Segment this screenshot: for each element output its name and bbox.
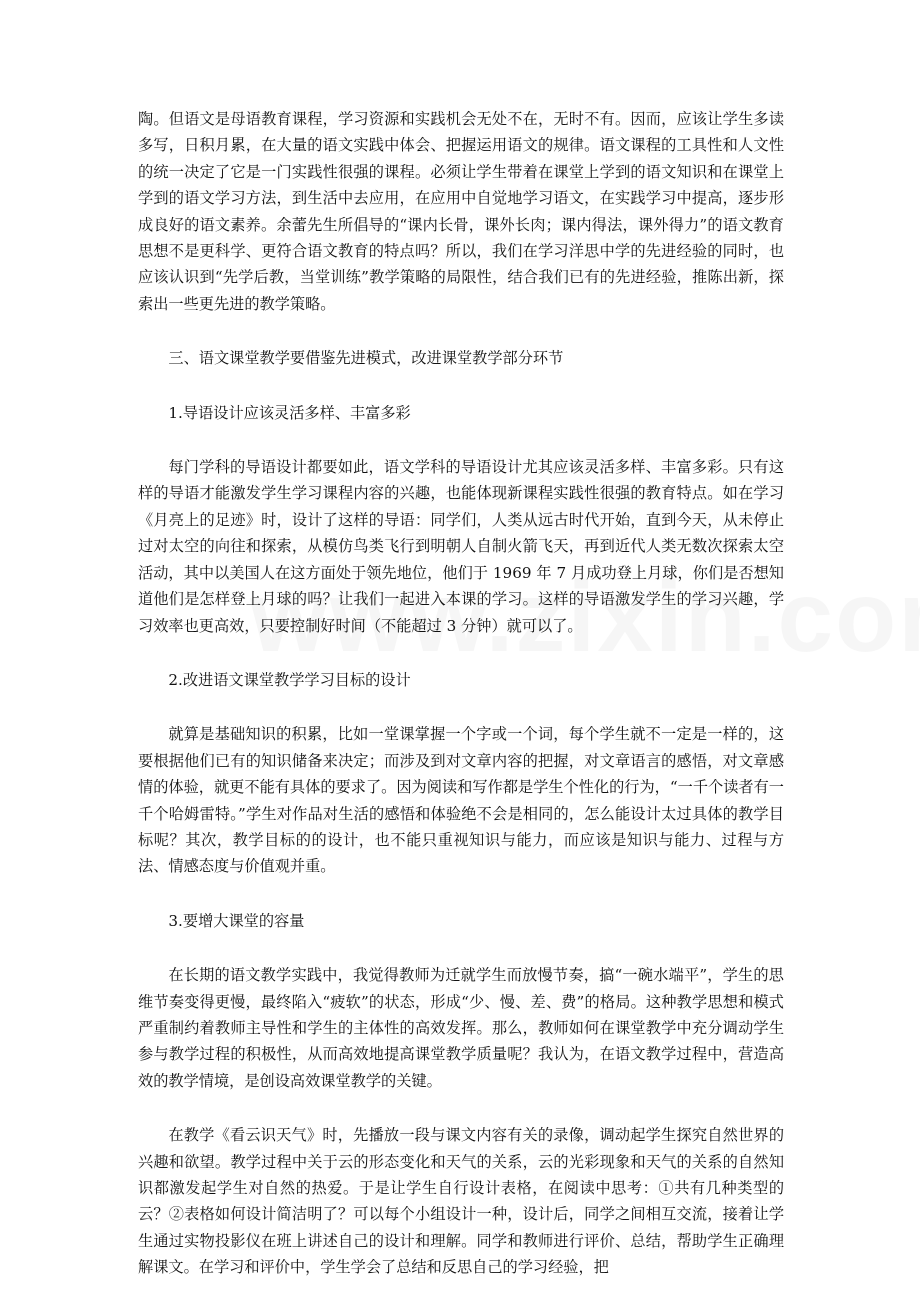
paragraph-learning-goals: 就算是基础知识的积累，比如一堂课掌握一个字或一个词，每个学生就不一定是一样的，这要根据他们已有的知识储备来决定；而涉及到对文章内容的把握，对文章语言的感悟，对文章感情的体验，就更不能有具体的要求了。因为阅读和写作都是学生个性化的行为，“一千个读者有一千个哈姆雷特。”学生对作品对生活的感悟和体验绝不会是相同的，怎么能设计太过具体的教学目标呢？其次，教学目标的的设计，也不能只重视知识与能力，而应该是知识与能力、过程与方法、情感态度与价值观并重。 xyxy=(138,725,784,876)
paragraph-classroom-capacity: 在长期的语文教学实践中，我觉得教师为迁就学生而放慢节奏，搞“一碗水端平”，学生的思维节奏变得更慢，最终陷入“疲软”的状态，形成“少、慢、差、费”的格局。这种教学思想和模式严重制约着教师主导性和学生的主体性的高效发挥。那么，教师如何在课堂教学中充分调动学生参与教学过程的积极性，从而高效地提高课堂教学质量呢？我认为，在语文教学过程中，营造高效的教学情境，是创设高效课堂教学的关键。 xyxy=(138,966,784,1090)
paragraph-intro: 陶。但语文是母语教育课程，学习资源和实践机会无处不在，无时不有。因而，应该让学生多读多写，日积月累，在大量的语文实践中体会、把握运用语文的规律。语文课程的工具性和人文性的统一决定了它是一门实践性很强的课程。必须让学生带着在课堂上学到的语文知识和在课堂上学到的语文学习方法，到生活中去应用，在应用中自觉地学习语文，在实践学习中提高，逐步形成良好的语文素养。余蕾先生所倡导的“课内长骨，课外长肉；课内得法，课外得力”的语文教育思想不是更科学、更符合语文教育的特点吗？所以，我们在学习洋思中学的先进经验的同时，也应该认识到“先学后教，当堂训练”教学策略的局限性，结合我们已有的先进经验，推陈出新，探索出一些更先进的教学策略。 xyxy=(138,110,784,313)
subheading-3: 3.要增大课堂的容量 xyxy=(168,911,305,930)
subheading-1: 1.导语设计应该灵活多样、丰富多彩 xyxy=(168,403,411,422)
section-heading-3: 三、语文课堂教学要借鉴先进模式，改进课堂教学部分环节 xyxy=(168,349,564,368)
paragraph-cloud-lesson: 在教学《看云识天气》时，先播放一段与课文内容有关的录像，调动起学生探究自然世界的兴趣和欲望。教学过程中关于云的形态变化和天气的关系，云的光彩现象和天气的关系的自然知识都激发起学生对自然的热爱。于是让学生自行设计表格，在阅读中思考：①共有几种类型的云？②表格如何设计简洁明了？可以每个小组设计一种，设计后，同学之间相互交流，接着让学生通过实物投影仪在班上讲述自己的设计和理解。同学和教师进行评价、总结，帮助学生正确理解课文。在学习和评价中，学生学会了总结和反思自己的学习经验，把 xyxy=(138,1126,784,1277)
paragraph-lead-in-design: 每门学科的导语设计都要如此，语文学科的导语设计尤其应该灵活多样、丰富多彩。只有这样的导语才能激发学生学习课程内容的兴趣，也能体现新课程实践性很强的教育特点。如在学习《月亮上的足迹》时，设计了这样的导语：同学们，人类从远古时代开始，直到今天，从未停止过对太空的向往和探索，从模仿鸟类飞行到明朝人自制火箭飞天，再到近代人类无数次探索太空活动，其中以美国人在这方面处于领先地位，他们于 1969 年 7 月成功登上月球，你们是否想知道他们是怎样登上月球的吗？让我们一起进入本课的学习。这样的导语激发学生的学习兴趣，学习效率也更高效，只要控制好时间（不能超过 3 分钟）就可以了。 xyxy=(138,458,784,635)
document-page xyxy=(138,106,784,1309)
subheading-2: 2.改进语文课堂教学学习目标的设计 xyxy=(168,670,411,689)
